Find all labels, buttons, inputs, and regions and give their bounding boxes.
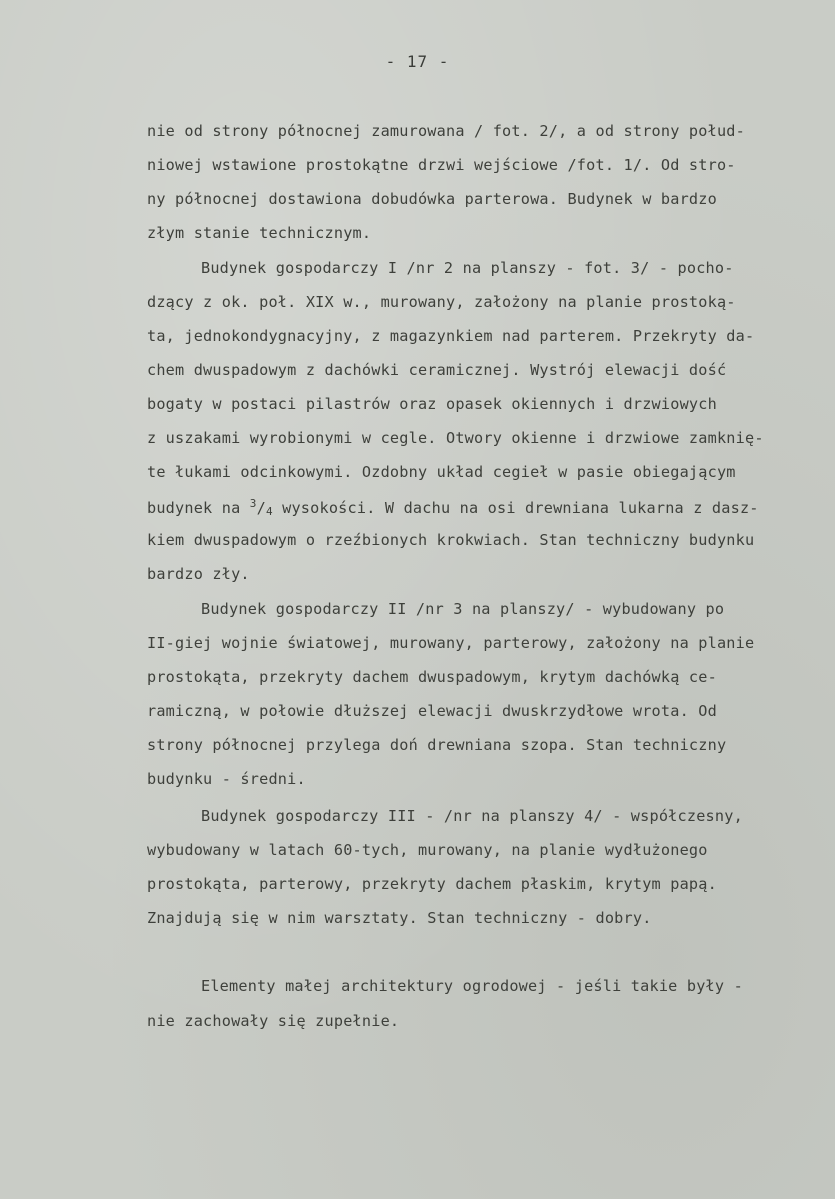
text-line: złym stanie technicznym.	[147, 224, 372, 242]
text-line: bardzo zły.	[147, 565, 250, 583]
text-line: II-giej wojnie światowej, murowany, parterowy, założony na planie	[147, 634, 755, 652]
text-line: kiem dwuspadowym o rzeźbionych krokwiach. Stan techniczny budynku	[147, 531, 755, 549]
text-line: dzący z ok. poł. XIX w., murowany, założony na planie prostoką-	[147, 293, 736, 311]
page-number: - 17 -	[385, 52, 450, 71]
text-line: niowej wstawione prostokątne drzwi wejściowe /fot. 1/. Od stro-	[147, 156, 736, 174]
text-line-with-fraction	[147, 497, 759, 518]
text-line: ny północnej dostawiona dobudówka parterowa. Budynek w bardzo	[147, 190, 717, 208]
fraction-suffix	[273, 499, 282, 517]
fraction-denominator: 4	[265, 505, 273, 518]
text-line: nie od strony północnej zamurowana / fot. 2/, a od strony połud-	[147, 122, 745, 140]
text-line: chem dwuspadowym z dachówki ceramicznej. Wystrój elewacji dość	[147, 361, 727, 379]
text-line: strony północnej przylega doń drewniana szopa. Stan techniczny	[147, 736, 727, 754]
text-line: wysokości. W dachu na osi drewniana lukarna z dasz-	[282, 499, 759, 517]
text-line: te łukami odcinkowymi. Ozdobny układ cegieł w pasie obiegającym	[147, 463, 736, 481]
text-line: nie zachowały się zupełnie.	[147, 1012, 400, 1030]
text-line: Znajdują się w nim warsztaty. Stan techniczny - dobry.	[147, 909, 652, 927]
text-line: Budynek gospodarczy III - /nr na planszy 4/ - współczesny,	[201, 807, 743, 825]
text-line: Budynek gospodarczy I /nr 2 na planszy - fot. 3/ - pocho-	[201, 259, 734, 277]
text-line: z uszakami wyrobionymi w cegle. Otwory okienne i drzwiowe zamknię-	[147, 429, 764, 447]
text-line: Elementy małej architektury ogrodowej - jeśli takie były -	[201, 977, 743, 995]
fraction-numerator: 3	[249, 497, 257, 510]
text-line: budynku - średni.	[147, 770, 306, 788]
text-line: prostokąta, przekryty dachem dwuspadowym, krytym dachówką ce-	[147, 668, 717, 686]
text-line: bogaty w postaci pilastrów oraz opasek okiennych i drzwiowych	[147, 395, 717, 413]
fraction-slash: /	[256, 499, 266, 517]
fraction-prefix: budynek na	[147, 499, 250, 517]
text-line: ta, jednokondygnacyjny, z magazynkiem nad parterem. Przekryty da-	[147, 327, 755, 345]
text-line: Budynek gospodarczy II /nr 3 na planszy/ - wybudowany po	[201, 600, 725, 618]
text-line: ramiczną, w połowie dłuższej elewacji dwuskrzydłowe wrota. Od	[147, 702, 717, 720]
text-line: prostokąta, parterowy, przekryty dachem płaskim, krytym papą.	[147, 875, 717, 893]
text-line: wybudowany w latach 60-tych, murowany, na planie wydłużonego	[147, 841, 708, 859]
